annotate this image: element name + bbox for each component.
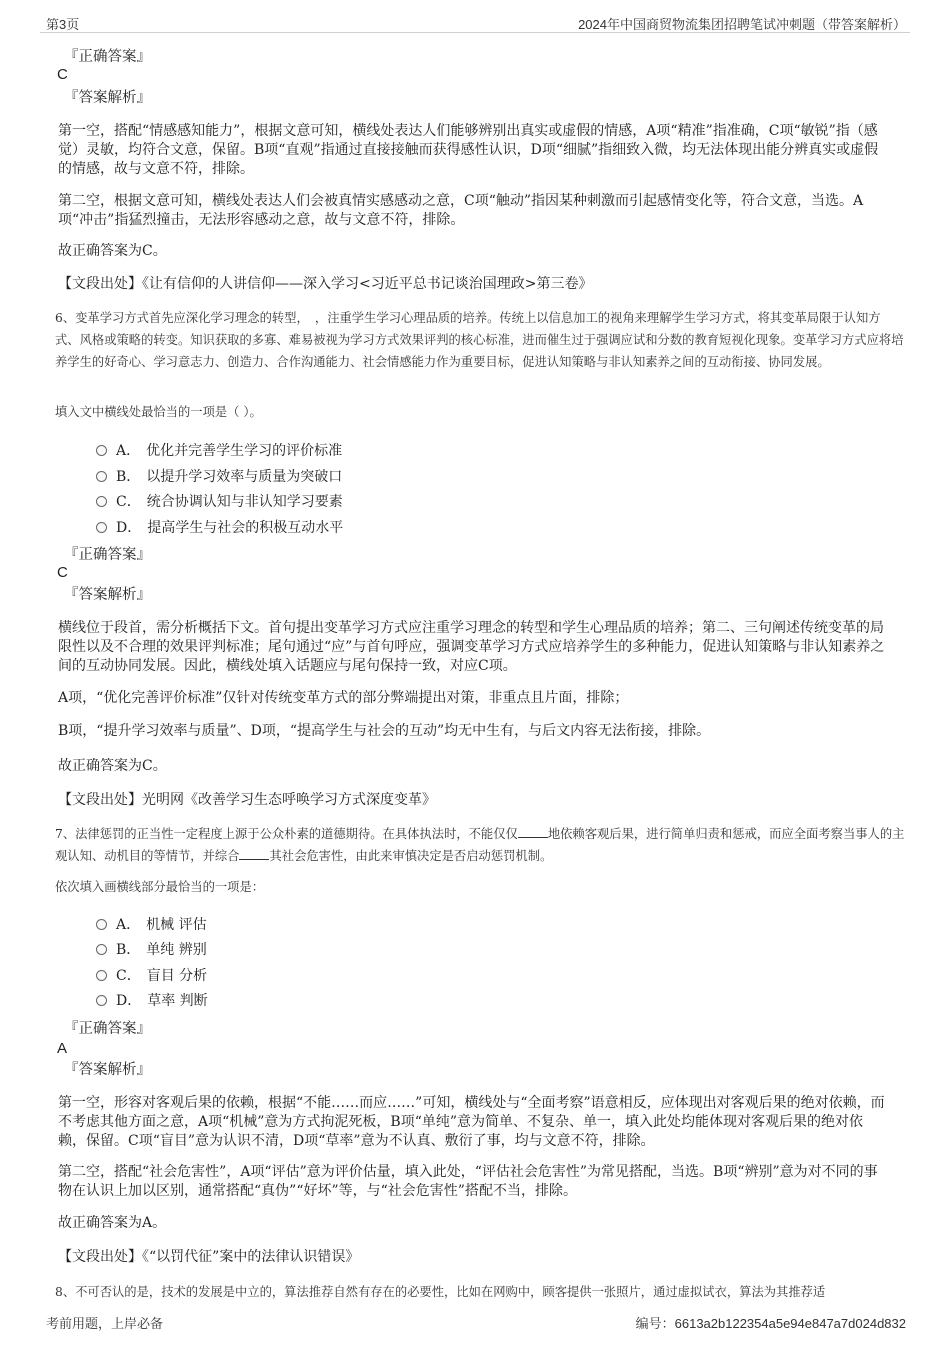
option-text: 提高学生与社会的积极互动水平 bbox=[147, 520, 344, 536]
q7-analysis-label: 『答案解析』 bbox=[64, 1062, 151, 1078]
option-key: B． bbox=[116, 942, 141, 958]
option-key: B． bbox=[116, 469, 141, 485]
q6-source: 【文段出处】光明网《改善学习生态呼唤学习方式深度变革》 bbox=[58, 792, 436, 808]
q6-analysis-para-3: B项，“提升学习效率与质量”、D项，“提高学生与社会的互动”均无中生有，与后文内容无法衔接，排除。 bbox=[58, 723, 711, 739]
option-key: A． bbox=[116, 917, 141, 933]
q5-analysis-label: 『答案解析』 bbox=[64, 90, 151, 106]
option-text: 优化并完善学生学习的评价标准 bbox=[146, 443, 343, 459]
q7-prompt: 依次填入画横线部分最恰当的一项是： bbox=[55, 880, 265, 894]
blank-line bbox=[518, 825, 548, 838]
q5-analysis-para-1: 第一空，搭配“情感感知能力”，根据文意可知，横线处表达人们能够辨别出真实或虚假的情感，A项“精准”指准确，C项“敏锐”指（感觉）灵敏，均符合文意，保留。B项“直观”指通过直接接触而获得感性认识，D项“细腻”指细致入微，均无法体现出能分辨真实或虚假的情感，故与文意不符，排除。 bbox=[58, 123, 879, 177]
option-text: 机械 评估 bbox=[146, 917, 207, 933]
q7-stem bbox=[55, 823, 905, 867]
q7-stem-part-1: 7、法律惩罚的正当性一定程度上源于公众朴素的道德期待。在具体执法时，不能仅仅 bbox=[55, 827, 518, 841]
q5-analysis-para-2: 第二空，根据文意可知，横线处表达人们会被真情实感感动之意，C项“触动”指因某种刺激而引起感情变化等，符合文意，当选。A项“冲击”指猛烈撞击，无法形容感动之意，故与文意不符，排除。 bbox=[58, 193, 864, 228]
footer-slogan: 考前用题，上岸必备 bbox=[46, 1316, 164, 1331]
q6-answer-label: 『正确答案』 bbox=[64, 547, 151, 563]
q6-option-d[interactable] bbox=[96, 518, 343, 538]
q6-analysis-conclusion: 故正确答案为C。 bbox=[58, 758, 167, 774]
page-number: 第3页 bbox=[46, 17, 80, 32]
option-key: A． bbox=[116, 443, 141, 459]
document-title: 2024年中国商贸物流集团招聘笔试冲刺题（带答案解析） bbox=[578, 17, 906, 32]
radio-icon[interactable] bbox=[96, 919, 107, 930]
q7-analysis-conclusion: 故正确答案为A。 bbox=[58, 1215, 167, 1231]
document-code: 编号：6613a2b122354a5e94e847a7d024d832 bbox=[635, 1316, 906, 1331]
q5-answer-label: 『正确答案』 bbox=[64, 49, 151, 65]
q5-answer: C bbox=[57, 66, 68, 83]
q7-option-b[interactable] bbox=[96, 940, 207, 960]
option-key: C． bbox=[116, 968, 141, 984]
q7-analysis-para-2: 第二空，搭配“社会危害性”，A项“评估”意为评价估量，填入此处，“评估社会危害性”为常见搭配，当选。B项“辨别”意为对不同的事物在认识上加以区别，通常搭配“真伪”“好坏”等，与“社会危害性”搭配不当，排除。 bbox=[58, 1164, 878, 1199]
page-header bbox=[40, 12, 910, 33]
q7-answer: A bbox=[57, 1040, 68, 1057]
q6-answer: C bbox=[57, 564, 68, 581]
option-text: 草率 判断 bbox=[147, 993, 208, 1009]
option-key: C． bbox=[116, 494, 141, 510]
option-text: 以提升学习效率与质量为突破口 bbox=[146, 469, 343, 485]
q6-analysis-para-1: 横线位于段首，需分析概括下文。首句提出变革学习方式应注重学习理念的转型和学生心理品质的培养；第二、三句阐述传统变革的局限性以及不合理的效果评判标准；尾句通过“应”与首句呼应，强调变革学习方式应培养学生的多种能力，促进认知策略与非认知素养之间的互动协同发展。因此，横线处填入话题应与尾句保持一致，对应C项。 bbox=[58, 620, 885, 674]
q7-stem-part-3: 其社会危害性，由此来审慎决定是否启动惩罚机制。 bbox=[269, 849, 553, 863]
option-key: D． bbox=[116, 993, 142, 1009]
q7-stem-part-2: 地依赖客观后果，进行简单归责和惩戒，而应全面考察当事人的主观认知、动机目的等情节，并综合 bbox=[55, 827, 905, 863]
radio-icon[interactable] bbox=[96, 522, 107, 533]
radio-icon[interactable] bbox=[96, 995, 107, 1006]
option-text: 统合协调认知与非认知学习要素 bbox=[146, 494, 343, 510]
radio-icon[interactable] bbox=[96, 944, 107, 955]
q6-analysis-para-2: A项，“优化完善评价标准”仅针对传统变革方式的部分弊端提出对策，非重点且片面，排除； bbox=[58, 690, 629, 706]
q6-analysis-label: 『答案解析』 bbox=[64, 587, 151, 603]
blank-line bbox=[239, 847, 269, 860]
q7-option-d[interactable] bbox=[96, 991, 208, 1011]
radio-icon[interactable] bbox=[96, 496, 107, 507]
q6-stem: 6、变革学习方式首先应深化学习理念的转型， ，注重学生学习心理品质的培养。传统上以信息加工的视角来理解学生学习方式，将其变革局限于认知方式、风格或策略的转变。知识获取的多寡、难易被视为学习方式效果评判的核心标准，进而催生过于强调应试和分数的教育短视化现象。变革学习方式应将培养学生的好奇心、学习意志力、创造力、合作沟通能力、社会情感能力作为重要目标，促进认知策略与非认知素养之间的互动衔接、协同发展。 bbox=[55, 311, 904, 369]
radio-icon[interactable] bbox=[96, 445, 107, 456]
q7-source: 【文段出处】《“以罚代征”案中的法律认识错误》 bbox=[58, 1249, 360, 1265]
q7-option-a[interactable] bbox=[96, 915, 207, 935]
q7-analysis-para-1: 第一空，形容对客观后果的依赖，根据“不能……而应……”可知，横线处与“全面考察”语意相反，应体现出对客观后果的绝对依赖，而不考虑其他方面之意，A项“机械”意为方式拘泥死板，B项“单纯”意为简单、不复杂、单一，填入此处均能体现对客观后果的绝对依赖，保留。C项“盲目”意为认识不清，D项“草率”意为不认真、敷衍了事，均与文意不符，排除。 bbox=[58, 1095, 885, 1149]
option-text: 盲目 分析 bbox=[146, 968, 208, 984]
page-footer bbox=[40, 1313, 910, 1333]
radio-icon[interactable] bbox=[96, 471, 107, 482]
q6-option-c[interactable] bbox=[96, 492, 343, 512]
q6-option-a[interactable] bbox=[96, 441, 342, 461]
q8-stem: 8、不可否认的是，技术的发展是中立的，算法推荐自然有存在的必要性，比如在网购中，顾客提供一张照片，通过虚拟试衣，算法为其推荐适 bbox=[55, 1285, 826, 1299]
option-text: 单纯 辨别 bbox=[146, 942, 207, 958]
q6-option-b[interactable] bbox=[96, 467, 342, 487]
q5-source: 【文段出处】《让有信仰的人讲信仰——深入学习<习近平总书记谈治国理政>第三卷》 bbox=[58, 276, 593, 292]
q7-option-c[interactable] bbox=[96, 966, 207, 986]
q6-prompt: 填入文中横线处最恰当的一项是（ ）。 bbox=[55, 405, 262, 419]
q5-analysis-conclusion: 故正确答案为C。 bbox=[58, 243, 167, 259]
option-key: D． bbox=[116, 520, 142, 536]
radio-icon[interactable] bbox=[96, 970, 107, 981]
q7-answer-label: 『正确答案』 bbox=[64, 1021, 151, 1037]
